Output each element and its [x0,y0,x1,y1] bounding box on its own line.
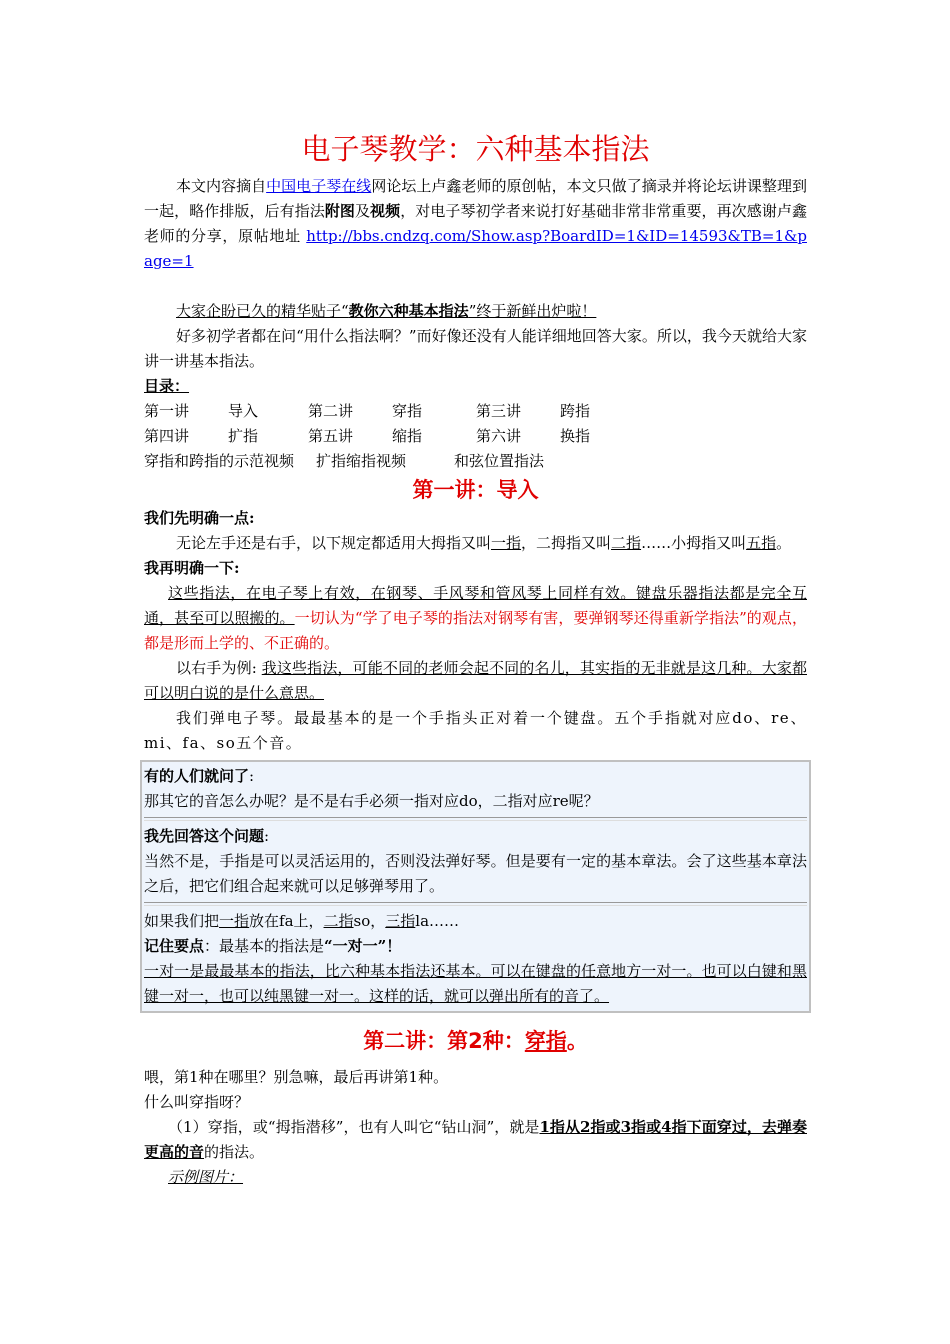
qa-if-text: 如果我们把一指放在fa上，二指so，三指la…… [144,912,460,930]
toc-row-1 [144,399,807,424]
warning-text: 一切认为“学了电子琴的指法对钢琴有害，要弹钢琴还得重新学指法”的观点，都是形而上学的、不正确的。 [144,609,807,652]
point-1-text: 无论左手还是右手，以下规定都适用大拇指又叫一指，二拇指又叫二指……小拇指又叫五指。 [176,534,792,552]
qa-key-point: 记住要点：最基本的指法是“一对一”！ [144,937,402,955]
right-hand-example: 以右手为例: 我这些指法，可能不同的老师会起不同的名儿，其实指的无非就是这几种。大家都可以明白说的是什么意思。 [144,659,807,702]
site-link[interactable]: 中国电子琴在线 [266,177,372,195]
intro-text-post: ，对电子琴初学者来说打好基础非常非常重要，再次感谢卢鑫老师的分享，原帖地址 [144,202,807,245]
lecture-2-line-2: 什么叫穿指呀？ [144,1093,250,1111]
toc-link[interactable]: 导入 [228,402,259,420]
toc-link[interactable]: 缩指 [392,427,423,445]
point-1-label: 我们先明确一点: [144,509,255,527]
toc-link[interactable]: 跨指 [560,402,591,420]
toc-link[interactable]: 第三讲 [476,402,522,420]
qa-answer-text: 当然不是，手指是可以灵活运用的，否则没法弹好琴。但是要有一定的基本章法。会了这些基本章法之后，把它们组合起来就可以足够弹琴用了。 [144,852,807,895]
toc-link[interactable]: 第四讲 [144,427,190,445]
lecture-2-heading: 第二讲：第2种：穿指。 [363,1029,588,1053]
toc-link[interactable]: 换指 [560,427,591,445]
toc-link[interactable]: 第六讲 [476,427,522,445]
cross-finger-definition: （1）穿指，或“拇指潜移”，也有人叫它“钻山洞”，就是1指从2指或3指或4指下面穿过，去弹奏更高的音的指法。 [144,1118,807,1161]
qa-answer-label: 我先回答这个问题: [144,827,270,845]
divider [144,817,807,821]
intro-paragraph [144,174,807,274]
toc-link[interactable]: 第五讲 [308,427,354,445]
toc-link[interactable]: 第二讲 [308,402,354,420]
qa-question-text: 那其它的音怎么办呢？是不是右手必须一指对应do，二指对应re呢？ [144,792,599,810]
divider [144,902,807,906]
point-2-label: 我再明确一下: [144,559,240,577]
intro-text-mid: 网论坛上卢鑫老师的原创帖，本文只做了摘录并将论坛讲课整理到一起，略作排版，后有指法 [144,177,807,220]
example-image-label: 示例图片： [168,1168,244,1186]
lecture-2-line-1: 喂，第1种在哪里？别急嘛，最后再讲第1种。 [144,1068,449,1086]
toc-link[interactable]: 穿指和跨指的示范视频 [144,452,295,470]
announcement-text: 大家企盼已久的精华贴子“教你六种基本指法”终于新鲜出炉啦！ [176,302,597,320]
page-title: 电子琴教学：六种基本指法 [301,132,650,166]
qa-key-point-text: 一对一是最最基本的指法，比六种基本指法还基本。可以在键盘的任意地方一对一。也可以白键和黑键一对一，也可以纯黑键一对一。这样的话，就可以弹出所有的音了。 [144,962,807,1005]
toc-link[interactable]: 和弦位置指法 [454,452,545,470]
point-2-text: 这些指法，在电子琴上有效，在钢琴、手风琴和管风琴上同样有效。键盘乐器指法都是完全互通，甚至可以照搬的。一切认为“学了电子琴的指法对钢琴有害，要弹钢琴还得重新学指法”的观点，都是形而上学的、不正确的。 [144,584,807,652]
spacer [144,274,807,299]
source-url-link[interactable]: http://bbs.cndzq.com/Show.asp?BoardID=1&ID=14593&TB=1&page=1 [144,227,807,270]
lecture-1-heading: 第一讲：导入 [412,478,539,502]
qa-box [140,760,811,1013]
toc-link[interactable]: 扩指 [228,427,259,445]
intro-text: 本文内容摘自 [176,177,267,195]
question-paragraph: 好多初学者都在问“用什么指法啊？”而好像还没有人能详细地回答大家。所以，我今天就给大家讲一讲基本指法。 [144,327,807,370]
toc-row-3 [144,449,807,474]
toc-heading: 目录： [144,377,190,395]
toc-link[interactable]: 穿指 [392,402,423,420]
toc-link[interactable]: 扩指缩指视频 [316,452,407,470]
toc-row-2 [144,424,807,449]
notes-paragraph: 我们弹电子琴。最最基本的是一个手指头正对着一个键盘。五个手指就对应do、re、mi、fa、so五个音。 [144,709,807,752]
document-body [144,128,807,1190]
intro-and: 及 [354,202,371,220]
qa-question-label: 有的人们就问了: [144,767,255,785]
announcement [144,299,807,324]
toc-link[interactable]: 第一讲 [144,402,190,420]
intro-image-keyword: 附图 [324,202,355,220]
intro-video-keyword: 视频 [370,202,401,220]
